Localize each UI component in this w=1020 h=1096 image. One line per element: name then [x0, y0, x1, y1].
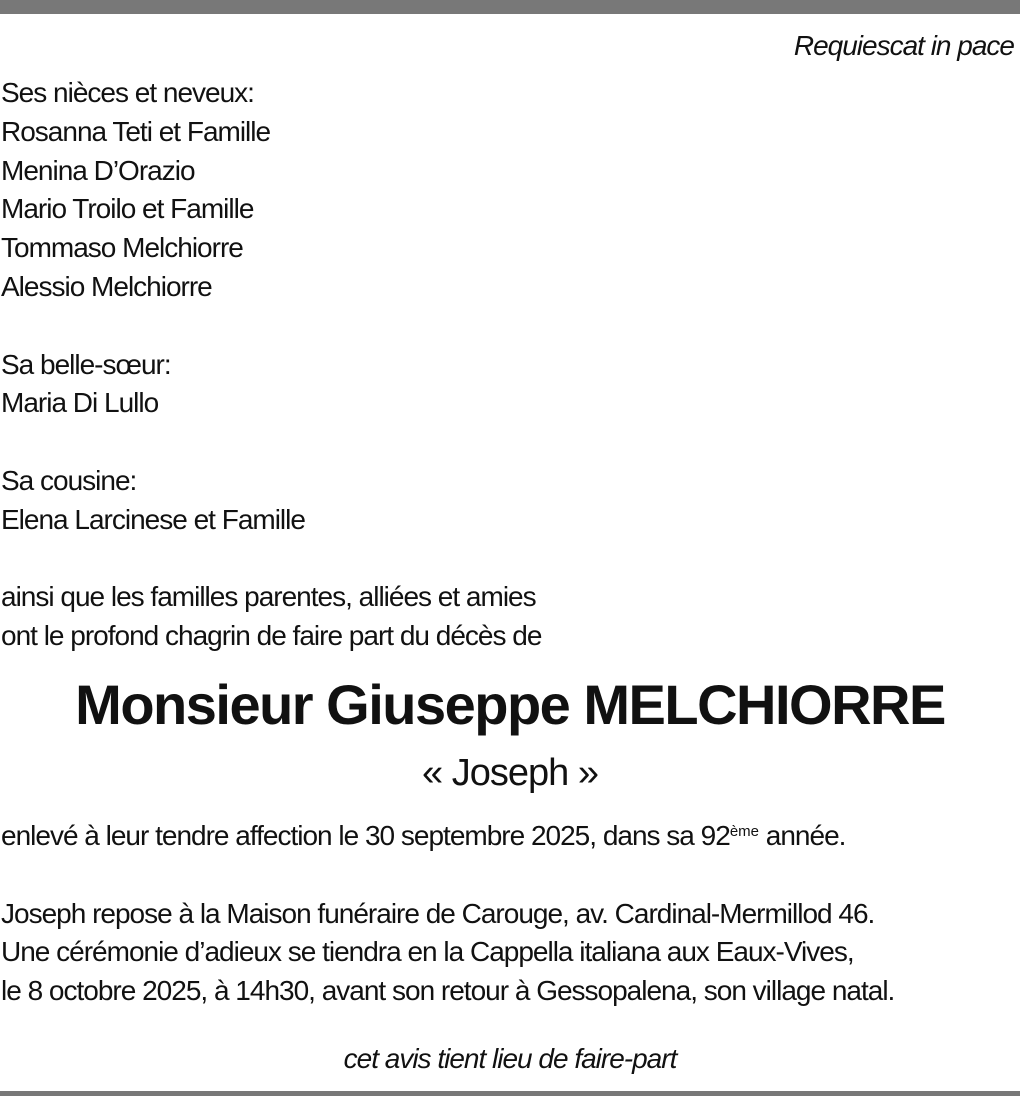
family-line: ont le profond chagrin de faire part du décès de [1, 620, 542, 652]
family-line: Sa belle-sœur: [1, 348, 171, 380]
spacer [1, 856, 894, 895]
family-line: Tommaso Melchiorre [1, 232, 243, 264]
detail-line: le 8 octobre 2025, à 14h30, avant son retour à Gessopalena, son village natal. [1, 975, 895, 1007]
spacer [1, 540, 541, 579]
family-line: Elena Larcinese et Famille [1, 503, 305, 535]
detail-line: Joseph repose à la Maison funéraire de Carouge, av. Cardinal-Mermillod 46. [1, 897, 875, 929]
family-line: Menina D’Orazio [1, 154, 195, 186]
details [1, 817, 894, 1011]
family-line: Alessio Melchiorre [1, 270, 212, 302]
motto: Requiescat in pace [793, 30, 1014, 61]
deceased-name: Monsieur Giuseppe MELCHIORRE [75, 673, 945, 736]
spacer [1, 423, 541, 462]
family-line: Ses nièces et neveux: [1, 77, 254, 108]
death-line [1, 817, 894, 856]
family-list [1, 74, 541, 656]
ordinal-suffix: ème [729, 823, 759, 840]
detail-line: Une cérémonie d’adieux se tiendra en la Cappella italiana aux Eaux-Vives, [1, 936, 854, 968]
family-line: Rosanna Teti et Famille [1, 115, 271, 147]
top-border [0, 0, 1020, 14]
family-line: ainsi que les familles parentes, alliées et amies [1, 581, 536, 613]
family-line: Sa cousine: [1, 464, 137, 496]
bottom-border [0, 1091, 1020, 1096]
death-text-end: année. [759, 820, 846, 851]
family-line: Mario Troilo et Famille [1, 193, 254, 225]
spacer [1, 307, 541, 346]
footer-note: cet avis tient lieu de faire-part [343, 1043, 677, 1074]
family-line: Maria Di Lullo [1, 387, 159, 419]
deceased-nickname: « Joseph » [422, 752, 598, 794]
death-text: enlevé à leur tendre affection le 30 septembre 2025, dans sa 92 [1, 820, 730, 851]
